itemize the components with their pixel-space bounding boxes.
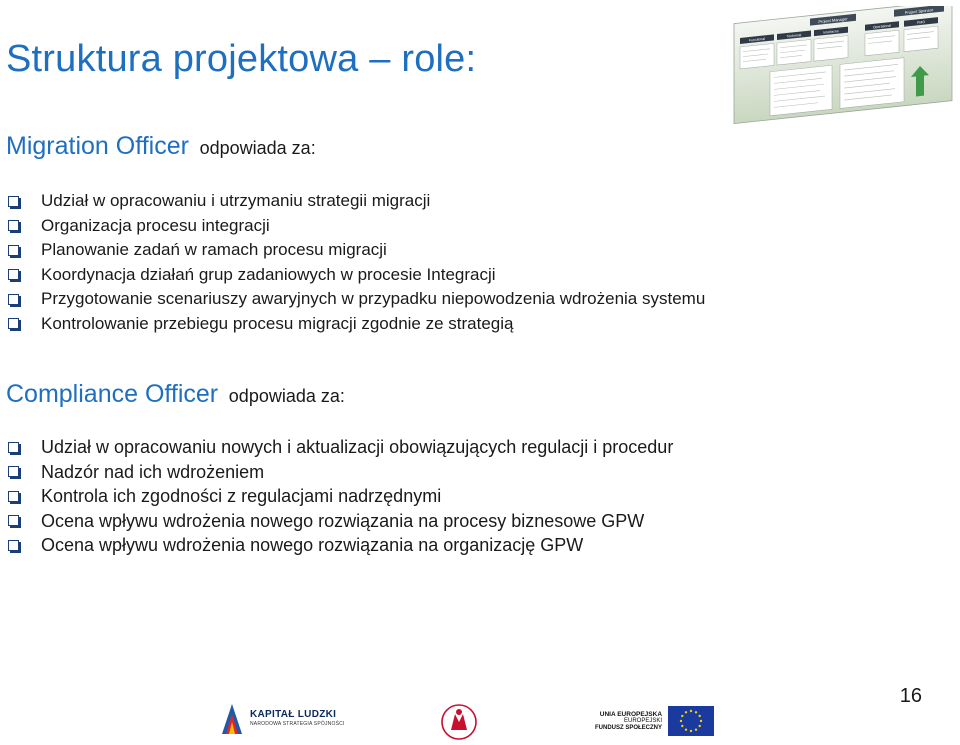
list-item: Udział w opracowaniu nowych i aktualizacji obowiązujących regulacji i procedur	[6, 435, 673, 460]
migration-officer-role: Migration Officer	[6, 132, 189, 160]
checkbox-bullet-icon	[8, 318, 19, 329]
diagram-col-technical: Technical	[786, 33, 802, 39]
list-item: Nadzór nad ich wdrożeniem	[6, 460, 673, 485]
checkbox-bullet-icon	[8, 540, 19, 551]
diagram-col-operational: Operational	[872, 23, 892, 30]
footer-logos	[0, 700, 960, 745]
list-item: Organizacja procesu integracji	[6, 214, 705, 239]
diagram-col-interfaces: Interfaces	[823, 29, 839, 35]
kapital-ludzki-subtitle: NARODOWA STRATEGIA SPÓJNOŚCI	[250, 720, 345, 727]
checkbox-bullet-icon	[8, 466, 19, 477]
checkbox-bullet-icon	[8, 515, 19, 526]
checkbox-bullet-icon	[8, 294, 19, 305]
list-item: Koordynacja działań grup zadaniowych w procesie Integracji	[6, 263, 705, 288]
list-item: Udział w opracowaniu i utrzymaniu strategii migracji	[6, 189, 705, 214]
page-title: Struktura projektowa – role:	[6, 38, 477, 80]
compliance-officer-role: Compliance Officer	[6, 380, 219, 408]
kapital-ludzki-title: KAPITAŁ LUDZKI	[250, 708, 337, 720]
eu-line-1: UNIA EUROPEJSKA	[599, 710, 663, 718]
compliance-officer-suffix: odpowiada za:	[228, 386, 345, 406]
kapital-ludzki-emblem-icon	[220, 700, 244, 736]
migration-officer-suffix: odpowiada za:	[199, 138, 316, 158]
regional-emblem-logo	[437, 702, 481, 742]
diagram-col-pmo: PMO	[917, 20, 925, 25]
checkbox-bullet-icon	[8, 442, 19, 453]
checkbox-bullet-icon	[8, 220, 19, 231]
diagram-label-project-manager: Project Manager	[818, 16, 848, 25]
diagram-label-project-sponsor: Project Sponsor	[904, 7, 934, 16]
list-item: Ocena wpływu wdrożenia nowego rozwiązania na procesy biznesowe GPW	[6, 509, 673, 534]
kapital-ludzki-logo	[220, 700, 345, 736]
compliance-officer-list	[6, 435, 673, 558]
list-item: Kontrolowanie przebiegu procesu migracji zgodnie ze strategią	[6, 312, 705, 337]
list-item: Przygotowanie scenariuszy awaryjnych w przypadku niepowodzenia wdrożenia systemu	[6, 287, 705, 312]
migration-officer-heading	[6, 132, 316, 161]
list-item: Planowanie zadań w ramach procesu migracji	[6, 238, 705, 263]
checkbox-bullet-icon	[8, 491, 19, 502]
migration-officer-list	[6, 189, 705, 336]
list-item: Kontrola ich zgodności z regulacjami nadrzędnymi	[6, 484, 673, 509]
list-item: Ocena wpływu wdrożenia nowego rozwiązania na organizację GPW	[6, 533, 673, 558]
page-number: 16	[899, 685, 922, 707]
checkbox-bullet-icon	[8, 269, 19, 280]
checkbox-bullet-icon	[8, 196, 19, 207]
eu-flag-icon	[668, 706, 714, 736]
checkbox-bullet-icon	[8, 245, 19, 256]
eu-logo	[595, 706, 714, 736]
compliance-officer-heading	[6, 380, 345, 409]
eu-line-3: FUNDUSZ SPOŁECZNY	[595, 724, 663, 731]
org-structure-diagram	[730, 6, 955, 126]
eu-line-2: EUROPEJSKI	[624, 717, 663, 724]
diagram-col-functional: Functional	[748, 36, 766, 43]
